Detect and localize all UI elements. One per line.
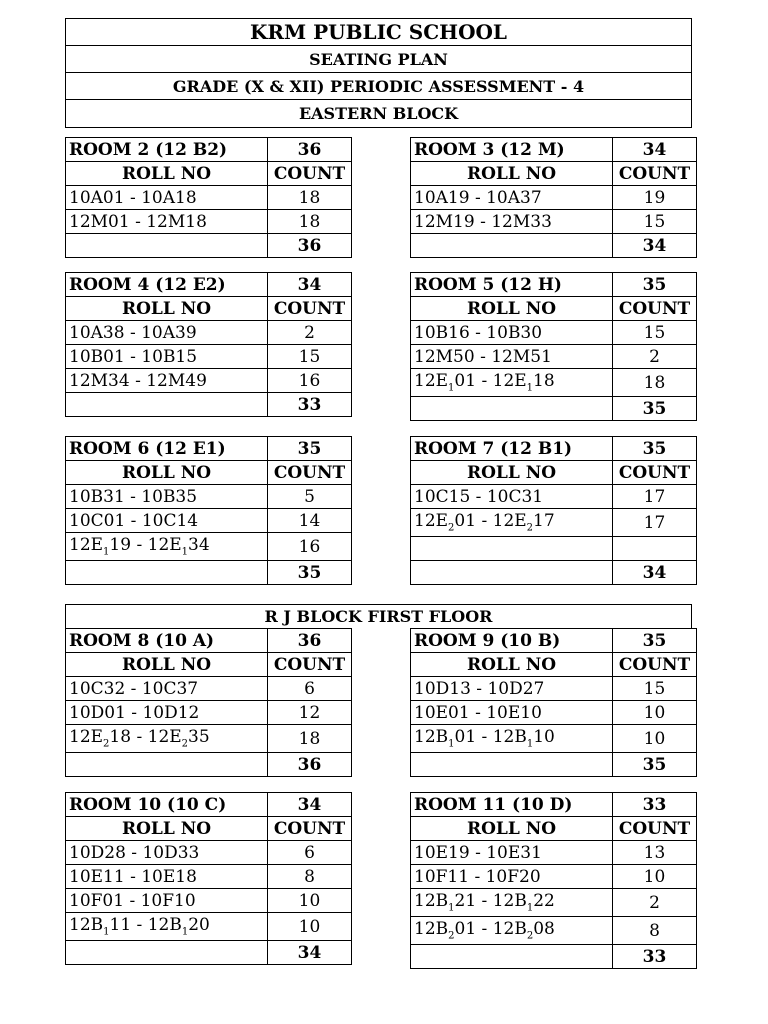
count-header: COUNT (268, 461, 352, 485)
table-row (411, 841, 697, 865)
room-header-row (411, 629, 697, 653)
exam-title: GRADE (X & XII) PERIODIC ASSESSMENT - 4 (66, 73, 691, 100)
room-table (410, 272, 697, 421)
room-table (65, 792, 352, 965)
roll-range: 10C01 - 10C14 (66, 509, 268, 533)
roll-range: 10C15 - 10C31 (411, 485, 613, 509)
room-header-row (66, 138, 352, 162)
column-header-row (411, 653, 697, 677)
room-name: ROOM 11 (10 D) (411, 793, 613, 817)
table-row (66, 186, 352, 210)
total-label (66, 561, 268, 585)
total-row (411, 397, 697, 421)
roll-count: 15 (613, 677, 697, 701)
count-header: COUNT (613, 817, 697, 841)
roll-count: 6 (268, 841, 352, 865)
column-header-row (66, 461, 352, 485)
table-row (66, 485, 352, 509)
table-row (66, 841, 352, 865)
total-label (66, 941, 268, 965)
room-total: 36 (268, 753, 352, 777)
roll-count: 13 (613, 841, 697, 865)
room-header-row (411, 138, 697, 162)
roll-count: 8 (268, 865, 352, 889)
column-header-row (411, 297, 697, 321)
column-header-row (411, 162, 697, 186)
room-capacity: 36 (268, 629, 352, 653)
roll-no-header: ROLL NO (411, 653, 613, 677)
room-table (410, 792, 697, 969)
room-capacity: 35 (613, 273, 697, 297)
room-header-row (66, 629, 352, 653)
table-row (411, 889, 697, 917)
room-table (65, 272, 352, 417)
roll-no-header: ROLL NO (66, 162, 268, 186)
roll-range: $12E_101 - 12E_118$ (411, 369, 613, 397)
roll-range: $12B_201 - 12B_208$ (411, 917, 613, 945)
column-header-row (411, 817, 697, 841)
room-capacity: 33 (613, 793, 697, 817)
room-table (65, 137, 352, 258)
table-row (411, 345, 697, 369)
room-total: 34 (613, 561, 697, 585)
roll-count: 18 (268, 725, 352, 753)
roll-range: 10A38 - 10A39 (66, 321, 268, 345)
total-label (66, 234, 268, 258)
total-row (66, 234, 352, 258)
room-name: ROOM 10 (10 C) (66, 793, 268, 817)
roll-range: 12M34 - 12M49 (66, 369, 268, 393)
roll-range: 10B01 - 10B15 (66, 345, 268, 369)
roll-range: 10E01 - 10E10 (411, 701, 613, 725)
table-row (66, 889, 352, 913)
total-label (411, 945, 613, 969)
room-table (410, 137, 697, 258)
room-total: 34 (268, 941, 352, 965)
count-header: COUNT (268, 297, 352, 321)
roll-no-header: ROLL NO (66, 817, 268, 841)
roll-range: 12M50 - 12M51 (411, 345, 613, 369)
roll-range: 12M01 - 12M18 (66, 210, 268, 234)
roll-no-header: ROLL NO (411, 297, 613, 321)
room-total: 33 (613, 945, 697, 969)
table-row (411, 210, 697, 234)
room-header-row (411, 437, 697, 461)
roll-range: 10A19 - 10A37 (411, 186, 613, 210)
roll-count: 14 (268, 509, 352, 533)
roll-count (613, 537, 697, 561)
table-row (411, 186, 697, 210)
column-header-row (66, 297, 352, 321)
table-row (411, 485, 697, 509)
room-total: 35 (613, 397, 697, 421)
roll-range: $12E_119 - 12E_134$ (66, 533, 268, 561)
table-row (411, 321, 697, 345)
total-row (66, 561, 352, 585)
table-row (411, 677, 697, 701)
roll-count: 2 (613, 345, 697, 369)
roll-count: 10 (268, 913, 352, 941)
table-row (411, 725, 697, 753)
roll-count: 18 (613, 369, 697, 397)
table-row (411, 701, 697, 725)
column-header-row (411, 461, 697, 485)
room-header-row (66, 273, 352, 297)
table-row (411, 537, 697, 561)
room-name: ROOM 9 (10 B) (411, 629, 613, 653)
table-row (66, 345, 352, 369)
roll-range: 10F11 - 10F20 (411, 865, 613, 889)
room-name: ROOM 6 (12 E1) (66, 437, 268, 461)
roll-range: $12B_111 - 12B_120$ (66, 913, 268, 941)
roll-no-header: ROLL NO (411, 817, 613, 841)
roll-count: 15 (613, 210, 697, 234)
school-name: KRM PUBLIC SCHOOL (66, 19, 691, 46)
total-row (411, 234, 697, 258)
roll-count: 2 (268, 321, 352, 345)
room-name: ROOM 8 (10 A) (66, 629, 268, 653)
roll-range: 10E19 - 10E31 (411, 841, 613, 865)
table-row (66, 725, 352, 753)
roll-no-header: ROLL NO (411, 162, 613, 186)
room-header-row (66, 437, 352, 461)
count-header: COUNT (613, 653, 697, 677)
column-header-row (66, 653, 352, 677)
count-header: COUNT (268, 653, 352, 677)
column-header-row (66, 817, 352, 841)
roll-count: 12 (268, 701, 352, 725)
table-row (66, 509, 352, 533)
table-row (66, 701, 352, 725)
room-name: ROOM 2 (12 B2) (66, 138, 268, 162)
total-row (66, 393, 352, 417)
roll-count: 6 (268, 677, 352, 701)
table-row (411, 865, 697, 889)
roll-no-header: ROLL NO (66, 297, 268, 321)
roll-count: 2 (613, 889, 697, 917)
room-total: 35 (613, 753, 697, 777)
total-label (411, 234, 613, 258)
roll-count: 15 (613, 321, 697, 345)
total-row (411, 753, 697, 777)
room-total: 35 (268, 561, 352, 585)
roll-count: 17 (613, 485, 697, 509)
room-name: ROOM 7 (12 B1) (411, 437, 613, 461)
roll-range: 12M19 - 12M33 (411, 210, 613, 234)
room-header-row (411, 793, 697, 817)
room-header-row (66, 793, 352, 817)
room-table (410, 628, 697, 777)
roll-range: $12B_101 - 12B_110$ (411, 725, 613, 753)
roll-range: $12B_121 - 12B_122$ (411, 889, 613, 917)
roll-range: 10F01 - 10F10 (66, 889, 268, 913)
roll-count: 10 (613, 725, 697, 753)
roll-range: $12E_201 - 12E_217$ (411, 509, 613, 537)
room-capacity: 35 (613, 629, 697, 653)
room-capacity: 35 (613, 437, 697, 461)
table-row (411, 509, 697, 537)
roll-range: 10D28 - 10D33 (66, 841, 268, 865)
room-table (65, 436, 352, 585)
table-row (66, 369, 352, 393)
total-label (66, 753, 268, 777)
count-header: COUNT (613, 297, 697, 321)
roll-count: 16 (268, 533, 352, 561)
roll-count: 18 (268, 210, 352, 234)
room-capacity: 34 (268, 793, 352, 817)
total-row (66, 753, 352, 777)
roll-count: 19 (613, 186, 697, 210)
column-header-row (66, 162, 352, 186)
room-header-row (411, 273, 697, 297)
room-table (410, 436, 697, 585)
room-total: 36 (268, 234, 352, 258)
total-row (411, 945, 697, 969)
roll-range: 10B31 - 10B35 (66, 485, 268, 509)
roll-range: 10B16 - 10B30 (411, 321, 613, 345)
total-label (411, 397, 613, 421)
room-table (65, 628, 352, 777)
room-capacity: 35 (268, 437, 352, 461)
roll-range: 10C32 - 10C37 (66, 677, 268, 701)
table-row (66, 865, 352, 889)
room-total: 34 (613, 234, 697, 258)
total-row (66, 941, 352, 965)
plan-title: SEATING PLAN (66, 46, 691, 73)
roll-count: 8 (613, 917, 697, 945)
room-name: ROOM 5 (12 H) (411, 273, 613, 297)
count-header: COUNT (613, 461, 697, 485)
roll-count: 17 (613, 509, 697, 537)
count-header: COUNT (268, 817, 352, 841)
roll-count: 10 (268, 889, 352, 913)
table-row (66, 533, 352, 561)
roll-range: $12E_218 - 12E_235$ (66, 725, 268, 753)
room-name: ROOM 3 (12 M) (411, 138, 613, 162)
total-row (411, 561, 697, 585)
room-total: 33 (268, 393, 352, 417)
roll-range (411, 537, 613, 561)
total-label (411, 561, 613, 585)
roll-range: 10E11 - 10E18 (66, 865, 268, 889)
roll-count: 16 (268, 369, 352, 393)
roll-range: 10D01 - 10D12 (66, 701, 268, 725)
room-capacity: 36 (268, 138, 352, 162)
roll-count: 18 (268, 186, 352, 210)
room-name: ROOM 4 (12 E2) (66, 273, 268, 297)
count-header: COUNT (268, 162, 352, 186)
rj-block-title: R J BLOCK FIRST FLOOR (65, 604, 692, 629)
roll-count: 5 (268, 485, 352, 509)
roll-count: 10 (613, 701, 697, 725)
total-label (411, 753, 613, 777)
room-capacity: 34 (613, 138, 697, 162)
roll-range: 10A01 - 10A18 (66, 186, 268, 210)
table-row (411, 917, 697, 945)
room-capacity: 34 (268, 273, 352, 297)
header-box (65, 18, 692, 128)
roll-no-header: ROLL NO (66, 461, 268, 485)
count-header: COUNT (613, 162, 697, 186)
table-row (411, 369, 697, 397)
table-row (66, 913, 352, 941)
table-row (66, 210, 352, 234)
roll-count: 15 (268, 345, 352, 369)
roll-range: 10D13 - 10D27 (411, 677, 613, 701)
block-title: EASTERN BLOCK (298, 104, 459, 123)
roll-count: 10 (613, 865, 697, 889)
table-row (66, 677, 352, 701)
total-label (66, 393, 268, 417)
roll-no-header: ROLL NO (66, 653, 268, 677)
table-row (66, 321, 352, 345)
roll-no-header: ROLL NO (411, 461, 613, 485)
